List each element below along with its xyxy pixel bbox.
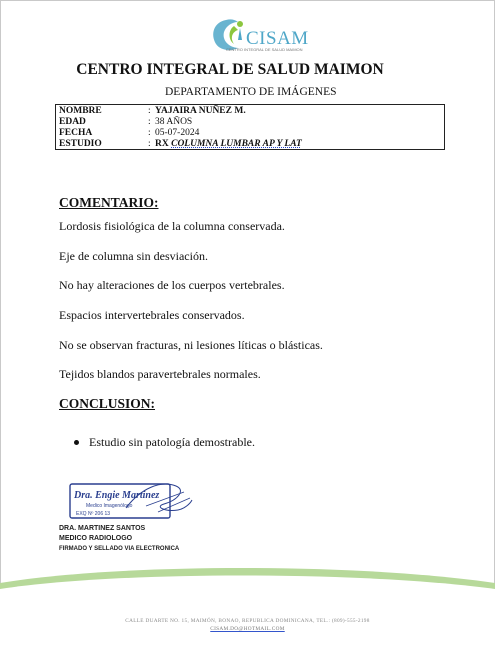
page-title: CENTRO INTEGRAL DE SALUD MAIMON [76,61,384,78]
name-label: NOMBRE [59,106,102,116]
bullet-icon [74,440,79,445]
patient-info-box [55,104,445,150]
department-title: DEPARTAMENTO DE IMÁGENES [165,86,337,98]
age-label: EDAD [59,117,86,127]
signature-stamp [66,478,196,522]
comment-line: Eje de columna sin desviación. [59,249,208,263]
footer-wave [0,567,495,645]
comment-line: Lordosis fisiológica de la columna conservada. [59,219,285,233]
age-colon: : [148,117,151,127]
doctor-name: DRA. MARTINEZ SANTOS [59,525,146,532]
study-colon: : [148,139,151,149]
comment-line: No se observan fracturas, ni lesiones líticas o blásticas. [59,338,323,352]
comment-line: Espacios intervertebrales conservados. [59,308,245,322]
name-colon: : [148,106,151,116]
conclusion-item: Estudio sin patología demostrable. [89,435,255,449]
stamp-name: Dra. Engie Martinez [74,490,160,501]
name-value: YAJAIRA NUÑEZ M. [155,106,246,116]
logo-subtitle: CENTRO INTEGRAL DE SALUD MAIMON [226,47,303,52]
conclusion-heading: CONCLUSION: [59,396,156,411]
comment-heading: COMENTARIO: [59,195,159,210]
study-name: COLUMNA LUMBAR AP Y LAT [171,139,302,149]
study-prefix: RX [155,139,169,149]
study-value [155,139,302,150]
stamp-exq: EXQ Nº 206 13 [76,511,111,517]
date-value: 05-07-2024 [155,128,200,138]
doctor-role: MEDICO RADIOLOGO [59,535,133,542]
study-label: ESTUDIO [59,139,102,149]
age-value: 38 AÑOS [155,117,193,127]
date-colon: : [148,128,151,138]
signature-note: FIRMADO Y SELLADO VIA ELECTRONICA [59,546,180,552]
comment-line: No hay alteraciones de los cuerpos vertebrales. [59,278,285,292]
footer-email[interactable]: CISAM.DO@HOTMAIL.COM [210,626,285,632]
comment-line: Tejidos blandos paravertebrales normales. [59,367,261,381]
logo-text: CISAM [246,28,309,49]
footer-address: CALLE DUARTE NO. 15, MAIMÓN, BONAO, REPUBLICA DOMINICANA, TEL.: (809)-555-2198 [125,618,370,624]
stamp-title: Medico Imagenólogo [86,503,133,509]
date-label: FECHA [59,128,93,138]
